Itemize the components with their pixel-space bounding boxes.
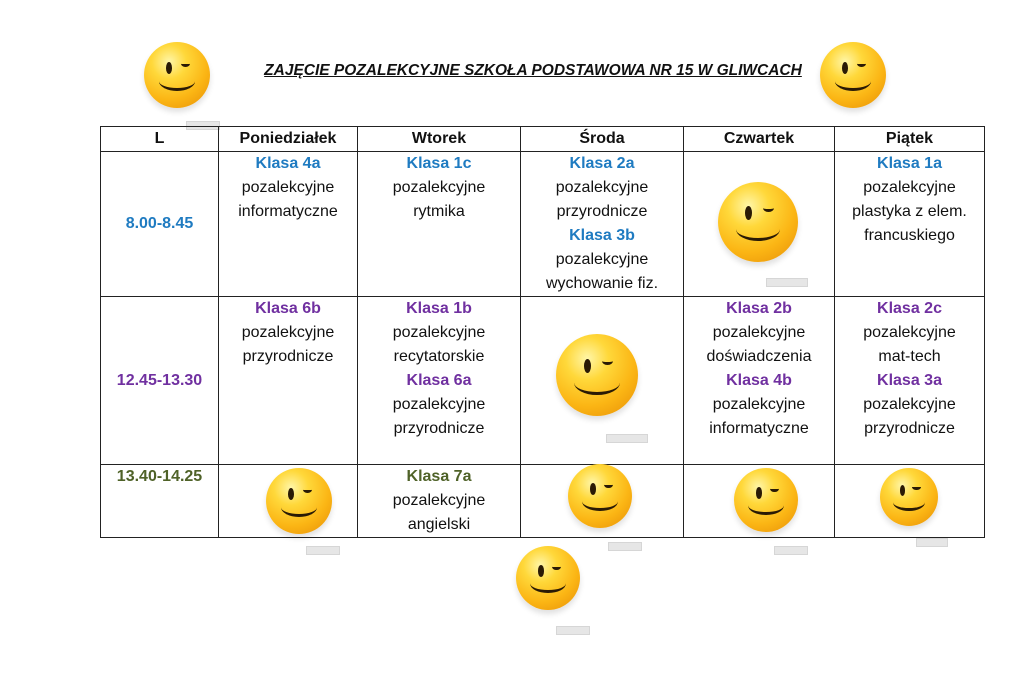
activity-text: pozalekcyjne [241,179,335,196]
activity-text: przyrodnicze [242,348,334,365]
activity-text: przyrodnicze [393,420,485,437]
time-slot: 12.45-13.30 [116,371,203,389]
class-name: Klasa 2a [569,155,635,172]
activity-text: francuskiego [864,227,955,244]
activity-text: recytatorskie [393,348,485,365]
table-row [101,297,985,465]
schedule-cell [219,152,358,297]
activity-text: przyrodnicze [864,420,955,437]
column-header: Poniedziałek [219,127,358,152]
schedule-cell [521,152,684,297]
class-name: Klasa 3b [569,227,635,244]
smiley-wink-icon [718,182,798,262]
activity-text: pozalekcyjne [555,179,649,196]
smiley-wink-icon [820,42,886,108]
smiley-wink-icon [144,42,210,108]
activity-text: pozalekcyjne [712,324,806,341]
schedule-cell [358,152,521,297]
time-cell [101,297,219,465]
class-name: Klasa 3a [877,372,942,389]
activity-text: pozalekcyjne [863,324,956,341]
time-cell [101,152,219,297]
column-header: Czwartek [684,127,835,152]
schedule-cell [358,297,521,465]
class-name: Klasa 6a [406,372,472,389]
class-name: Klasa 1b [406,300,472,317]
smiley-wink-icon [556,334,638,416]
column-header: Piątek [835,127,985,152]
page-title: ZAJĘCIE POZALEKCYJNE SZKOŁA PODSTAWOWA NR 15 W GLIWCACH [264,62,802,79]
schedule-cell [219,297,358,465]
activity-text: pozalekcyjne [392,396,486,413]
activity-text: pozalekcyjne [392,179,486,196]
activity-text: pozalekcyjne [241,324,335,341]
schedule-cell [684,297,835,465]
watermark [774,546,808,555]
watermark [306,546,340,555]
activity-text: mat-tech [878,348,941,365]
table-header-row [101,127,985,152]
smiley-wink-icon [266,468,332,534]
activity-text: rytmika [413,203,465,220]
schedule-cell [835,152,985,297]
activity-text: pozalekcyjne [392,324,486,341]
class-name: Klasa 1a [877,155,942,172]
column-header: L [101,127,219,152]
table-row [101,152,985,297]
activity-text: pozalekcyjne [392,492,486,509]
activity-text: pozalekcyjne [863,396,956,413]
watermark [556,626,590,635]
activity-text: pozalekcyjne [863,179,956,196]
activity-text: informatyczne [709,420,809,437]
activity-text: angielski [407,516,471,533]
smiley-wink-icon [734,468,798,532]
class-name: Klasa 7a [406,468,472,485]
time-slot: 13.40-14.25 [116,468,203,485]
schedule-cell [835,297,985,465]
class-name: Klasa 4b [726,372,792,389]
class-name: Klasa 2b [726,300,792,317]
column-header: Wtorek [358,127,521,152]
watermark [916,538,948,547]
activity-text: informatyczne [238,203,338,220]
activity-text: pozalekcyjne [555,251,649,268]
watermark [606,434,648,443]
activity-text: przyrodnicze [556,203,648,220]
class-name: Klasa 4a [255,155,321,172]
activity-text: doświadczenia [706,348,812,365]
column-header: Środa [521,127,684,152]
watermark [608,542,642,551]
activity-text: plastyka z elem. [852,203,967,220]
schedule-table [100,126,985,538]
class-name: Klasa 2c [877,300,942,317]
activity-text: wychowanie fiz. [545,275,659,292]
smiley-wink-icon [568,464,632,528]
time-slot: 8.00-8.45 [125,215,194,232]
watermark [766,278,808,287]
schedule-cell [358,465,521,538]
class-name: Klasa 1c [406,155,472,172]
activity-text: pozalekcyjne [712,396,806,413]
table-row [101,465,985,538]
time-cell [101,465,219,538]
smiley-wink-icon [516,546,580,610]
class-name: Klasa 6b [255,300,321,317]
smiley-wink-icon [880,468,938,526]
